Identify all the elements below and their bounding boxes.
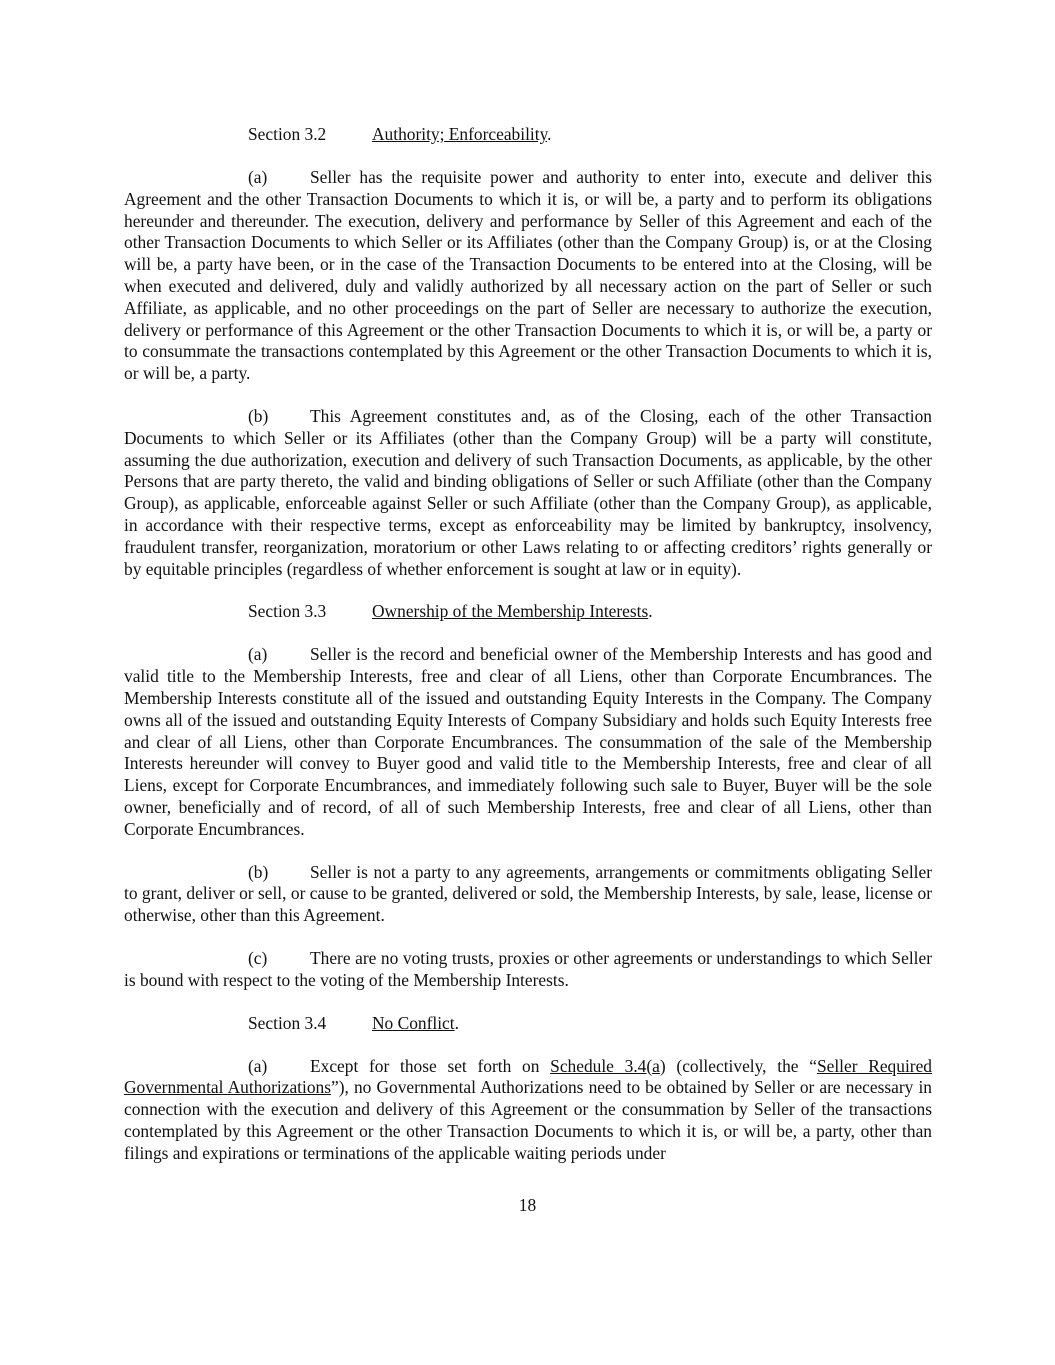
spacer [124,927,932,948]
paragraph-marker: (c) [248,947,268,968]
section-3-2-paragraph-a [124,167,932,385]
spacer [124,580,932,601]
spacer [124,623,932,644]
paragraph-text: This Agreement constitutes and, as of the Closing, each of the other Transaction Documents to which Seller or its Affiliates (other than the Company Group) will be a party will constitute, assuming the due authorization, execution and delivery of such Transaction Documents, as applicable, by the other Persons that are party thereto, the valid and binding obligations of Seller or such Affiliate (other than the Company Group), as applicable, enforceable against Seller or such Affiliate (other than the Company Group), as applicable, in accordance with their respective terms, except as enforceability may be limited by bankruptcy, insolvency, fraudulent transfer, reorganization, moratorium or other Laws relating to or affecting creditors’ rights generally or by equitable principles (regardless of whether enforcement is sought at law or in equity). [124,405,932,579]
spacer [124,992,932,1013]
paragraph-marker: (a) [248,167,268,187]
paragraph-marker: (a) [248,1055,268,1076]
section-3-2-heading [124,124,932,146]
section-3-4-number: Section 3.4 [248,1012,327,1033]
document-body [124,124,932,1164]
section-3-2-number: Section 3.2 [248,124,327,144]
section-3-3-number: Section 3.3 [248,601,327,622]
paragraph-marker: (b) [248,405,269,426]
page-number: 18 [518,1195,537,1215]
section-3-4-paragraph-a [124,1056,932,1165]
paragraph-marker: (a) [248,644,268,665]
heading-period: . [454,1012,459,1033]
spacer [124,146,932,167]
section-3-3-heading [124,601,932,623]
section-3-2-paragraph-b [124,406,932,580]
spacer [124,841,932,862]
section-3-4-heading [124,1013,932,1035]
paragraph-text: (collectively, the “ [665,1055,817,1076]
spacer [124,1035,932,1056]
section-3-3-paragraph-a [124,644,932,840]
heading-period: . [648,601,653,622]
section-3-4-title: No Conflict [372,1012,455,1033]
section-3-2-title: Authority; Enforceability [372,124,548,144]
paragraph-text: Seller is not a party to any agreements, arrangements or commitments obligating Seller to grant, deliver or sell, or cause to be granted, delivered or sold, the Membership Interests, by sale, lease, license or otherwise, other than this Agreement. [124,861,932,926]
section-3-3-paragraph-b [124,862,932,927]
defined-term: Seller Required Governmental Authorizations [124,1055,932,1098]
paragraph-marker: (b) [248,861,269,882]
schedule-reference: Schedule 3.4(a) [550,1055,666,1076]
paragraph-text: There are no voting trusts, proxies or other agreements or understandings to which Seller is bound with respect to the voting of the Membership Interests. [124,947,932,990]
paragraph-text: Seller is the record and beneficial owner of the Membership Interests and has good and valid title to the Membership Interests, free and clear of all Liens, other than Corporate Encumbrances. The Membership Interests constitute all of the issued and outstanding Equity Interests in the Company. The Company owns all of the issued and outstanding Equity Interests of Company Subsidiary and holds such Equity Interests free and clear of all Liens, other than Corporate Encumbrances. The consummation of the sale of the Membership Interests hereunder will convey to Buyer good and valid title to the Membership Interests, free and clear of all Liens, except for Corporate Encumbrances, and immediately following such sale to Buyer, Buyer will be the sole owner, beneficially and of record, of all of such Membership Interests, free and clear of all Liens, other than Corporate Encumbrances. [124,644,932,839]
section-3-3-paragraph-c [124,948,932,992]
heading-period: . [547,124,552,144]
spacer [124,385,932,406]
paragraph-text: Except for those set forth on [310,1055,551,1076]
section-3-3-title: Ownership of the Membership Interests [372,601,649,622]
paragraph-text: Seller has the requisite power and authority to enter into, execute and deliver this Agreement and the other Transaction Documents to which it is, or will be, a party and to perform its obligations hereunder and thereunder. The execution, delivery and performance by Seller of this Agreement and each of the other Transaction Documents to which Seller or its Affiliates (other than the Company Group) is, or at the Closing will be, a party have been, or in the case of the Transaction Documents to be entered into at the Closing, will be when executed and delivered, duly and validly authorized by all necessary action on the part of Seller or such Affiliate, as applicable, and no other proceedings on the part of Seller are necessary to authorize the execution, delivery or performance of this Agreement or the other Transaction Documents to which it is, or will be, a party or to consummate the transactions contemplated by this Agreement or the other Transaction Documents to which it is, or will be, a party. [124,167,932,384]
paragraph-text: ”), no Governmental Authorizations need to be obtained by Seller or are necessary in connection with the execution and delivery of this Agreement or the consummation by Seller of the transactions contemplated by this Agreement or the other Transaction Documents to which it is, or will be, a party, other than filings and expirations or terminations of the applicable waiting periods under [124,1077,932,1163]
